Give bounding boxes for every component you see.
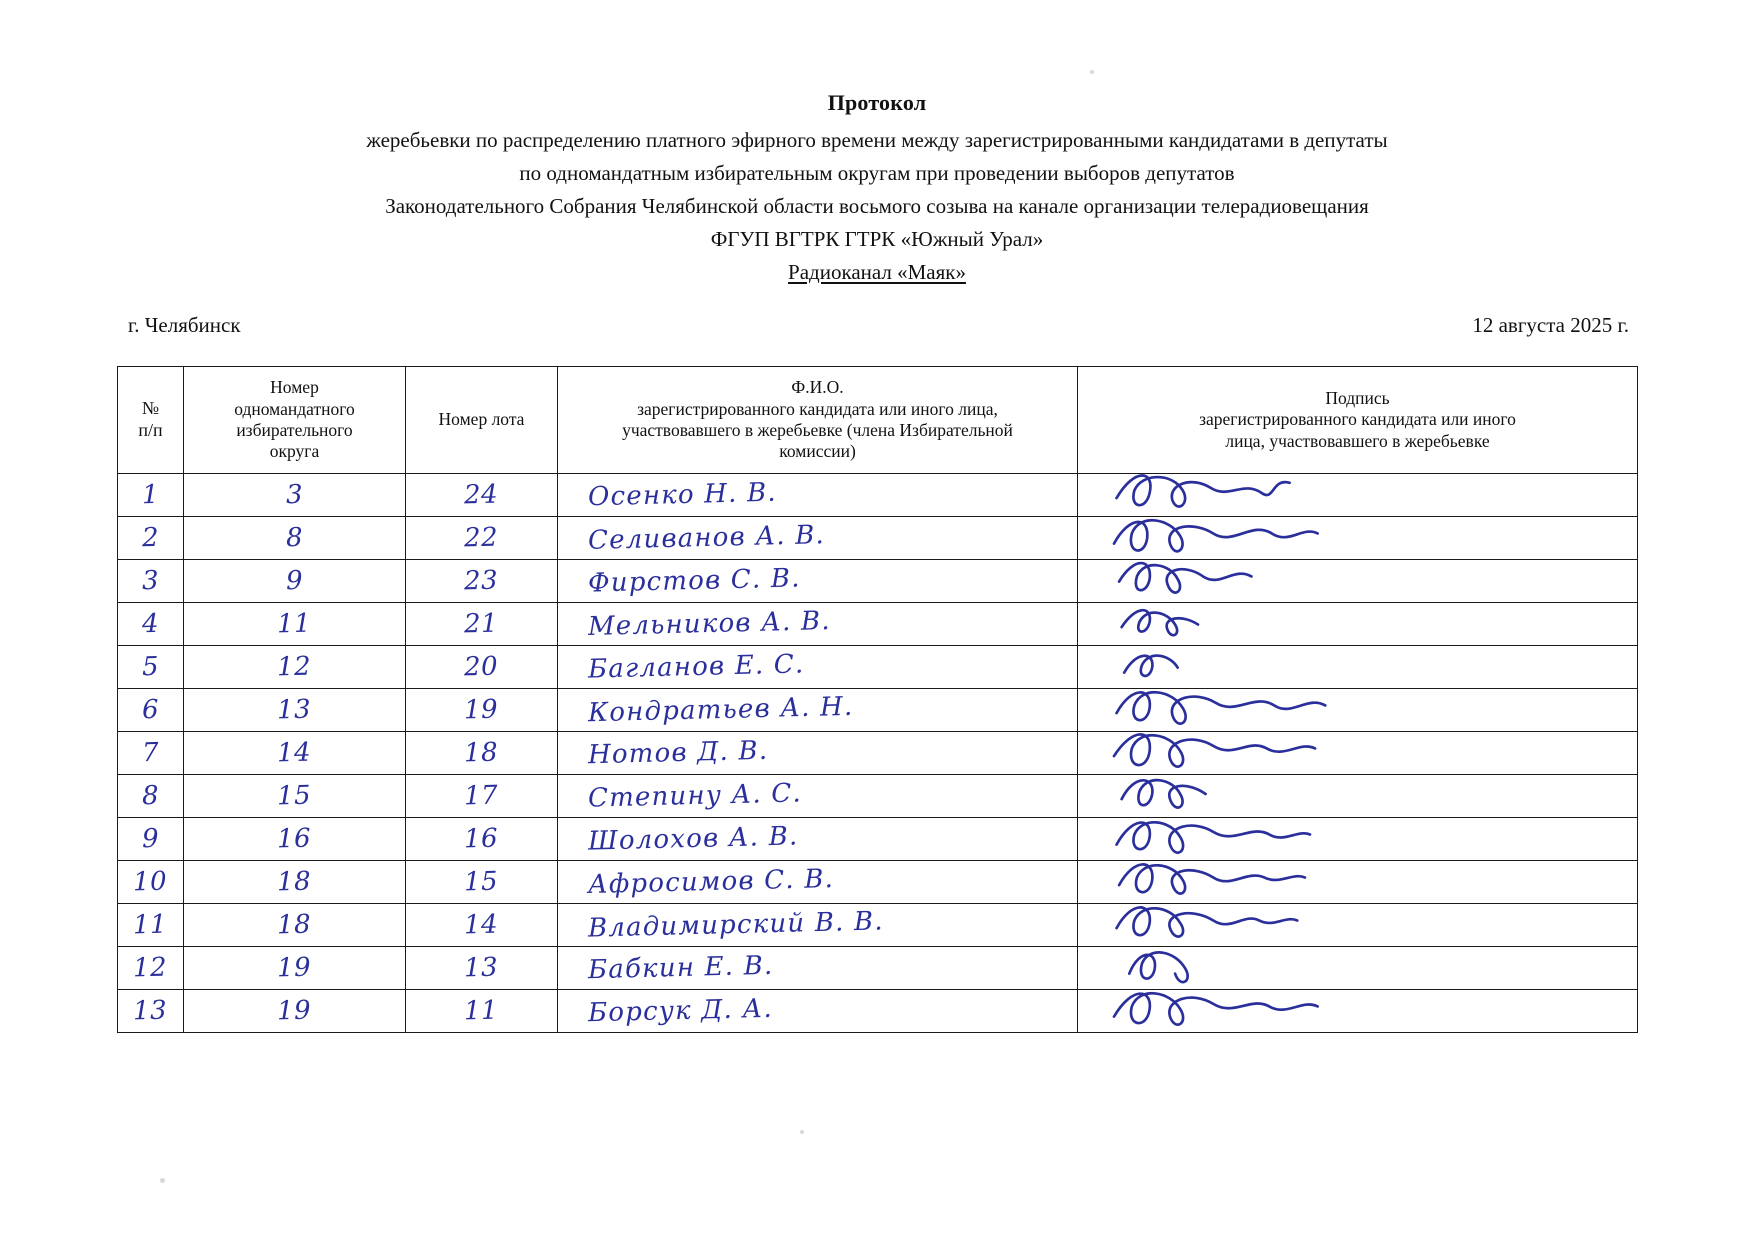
cell-district: [184, 860, 406, 903]
table-row: [118, 602, 1638, 645]
handwritten-lot: 23: [464, 565, 499, 596]
cell-lot: [406, 559, 558, 602]
cell-number: [118, 602, 184, 645]
handwritten-lot: 19: [464, 694, 499, 725]
signature-mark: [1086, 561, 1629, 601]
place-and-date-row: [0, 313, 1754, 338]
handwritten-lot: 21: [464, 608, 499, 639]
handwritten-lot: 17: [464, 780, 499, 811]
cell-district: [184, 989, 406, 1032]
column-header-number-line1: №: [141, 397, 160, 418]
cell-lot: [406, 645, 558, 688]
cell-district: [184, 516, 406, 559]
cell-district: [184, 688, 406, 731]
signature-mark: [1086, 948, 1629, 988]
handwritten-district: 8: [285, 522, 304, 553]
column-header-district-line3: избирательного: [236, 419, 353, 440]
table-row: [118, 774, 1638, 817]
cell-signature: [1078, 645, 1638, 688]
page-speck: [1090, 70, 1094, 74]
channel-line: Радиоканал «Маяк»: [788, 260, 966, 285]
cell-signature: [1078, 516, 1638, 559]
cell-number: [118, 645, 184, 688]
cell-district: [184, 774, 406, 817]
cell-fio: [558, 516, 1078, 559]
cell-signature: [1078, 817, 1638, 860]
cell-fio: [558, 473, 1078, 516]
cell-lot: [406, 774, 558, 817]
handwritten-number: 3: [141, 565, 160, 596]
table-head: [118, 367, 1638, 473]
cell-signature: [1078, 559, 1638, 602]
table-row: [118, 731, 1638, 774]
cell-number: [118, 946, 184, 989]
table-row: [118, 516, 1638, 559]
column-header-signature-line3: лица, участвовавшего в жеребьевке: [1225, 430, 1490, 451]
handwritten-lot: 16: [464, 823, 499, 854]
handwritten-district: 18: [277, 866, 312, 897]
cell-number: [118, 731, 184, 774]
cell-number: [118, 860, 184, 903]
cell-lot: [406, 946, 558, 989]
column-header-signature: [1078, 367, 1638, 473]
subtitle-line-4: ФГУП ВГТРК ГТРК «Южный Урал»: [710, 227, 1044, 252]
handwritten-district: 16: [277, 823, 312, 854]
column-header-number-line2: п/п: [138, 419, 163, 440]
handwritten-number: 5: [141, 651, 160, 682]
cell-number: [118, 473, 184, 516]
page-speck: [160, 1178, 165, 1183]
protocol-table-wrap: [117, 366, 1637, 1032]
handwritten-lot: 11: [464, 995, 499, 1026]
handwritten-number: 12: [133, 952, 168, 983]
cell-fio: [558, 731, 1078, 774]
column-header-district-line2: одномандатного: [234, 398, 355, 419]
cell-fio: [558, 559, 1078, 602]
handwritten-district: 12: [277, 651, 312, 682]
signature-mark: [1086, 819, 1629, 859]
cell-lot: [406, 860, 558, 903]
handwritten-number: 9: [141, 823, 160, 854]
cell-district: [184, 903, 406, 946]
cell-district: [184, 817, 406, 860]
handwritten-fio: Кондратьев А. Н.: [587, 691, 854, 728]
handwritten-district: 19: [277, 995, 312, 1026]
subtitle-line-1: жеребьевки по распределению платного эфирного времени между зарегистрированными кандидатами в депутаты: [366, 128, 1388, 153]
cell-fio: [558, 946, 1078, 989]
handwritten-fio: Борсук Д. А.: [587, 993, 774, 1028]
column-header-fio-line2: зарегистрированного кандидата или иного лица,: [637, 398, 998, 419]
handwritten-lot: 20: [464, 651, 499, 682]
subtitle-line-2: по одномандатным избирательным округам при проведении выборов депутатов: [519, 161, 1235, 186]
handwritten-fio: Шолохов А. В.: [587, 821, 799, 857]
handwritten-district: 9: [285, 565, 304, 596]
handwritten-number: 2: [141, 522, 160, 553]
cell-fio: [558, 817, 1078, 860]
page-speck: [800, 1130, 804, 1134]
table-row: [118, 559, 1638, 602]
handwritten-lot: 22: [464, 522, 499, 553]
handwritten-fio: Фирстов С. В.: [587, 562, 801, 599]
handwritten-district: 19: [277, 952, 312, 983]
cell-signature: [1078, 946, 1638, 989]
cell-fio: [558, 989, 1078, 1032]
cell-number: [118, 774, 184, 817]
table-header-row: [118, 367, 1638, 473]
protocol-table: [117, 366, 1638, 1032]
cell-signature: [1078, 473, 1638, 516]
handwritten-fio: Селиванов А. В.: [587, 519, 826, 556]
cell-signature: [1078, 688, 1638, 731]
handwritten-fio: Багланов Е. С.: [587, 648, 805, 685]
column-header-district: [184, 367, 406, 473]
signature-mark: [1086, 518, 1629, 558]
cell-lot: [406, 817, 558, 860]
document-header: [0, 88, 1754, 287]
cell-signature: [1078, 774, 1638, 817]
column-header-district-line4: округа: [269, 441, 320, 462]
cell-fio: [558, 903, 1078, 946]
cell-fio: [558, 602, 1078, 645]
column-header-lot: Номер лота: [406, 367, 558, 473]
handwritten-number: 11: [133, 909, 168, 940]
table-row: [118, 860, 1638, 903]
signature-mark: [1086, 690, 1629, 730]
cell-fio: [558, 645, 1078, 688]
signature-mark: [1086, 776, 1629, 816]
column-header-district-line1: Номер: [270, 377, 319, 398]
handwritten-number: 10: [133, 866, 168, 897]
table-row: [118, 946, 1638, 989]
handwritten-number: 1: [141, 479, 160, 510]
date-label: 12 августа 2025 г.: [1472, 313, 1629, 338]
cell-number: [118, 989, 184, 1032]
cell-district: [184, 602, 406, 645]
cell-district: [184, 731, 406, 774]
handwritten-lot: 24: [464, 479, 499, 510]
cell-lot: [406, 989, 558, 1032]
cell-signature: [1078, 731, 1638, 774]
cell-district: [184, 645, 406, 688]
table-row: [118, 473, 1638, 516]
handwritten-fio: Владимирский В. В.: [587, 905, 885, 944]
handwritten-number: 13: [133, 995, 168, 1026]
handwritten-fio: Афросимов С. В.: [587, 863, 835, 900]
cell-signature: [1078, 860, 1638, 903]
handwritten-district: 11: [277, 608, 312, 639]
table-row: [118, 989, 1638, 1032]
handwritten-number: 6: [141, 694, 160, 725]
handwritten-district: 3: [285, 479, 304, 510]
table-body: [118, 473, 1638, 1032]
cell-lot: [406, 903, 558, 946]
cell-signature: [1078, 989, 1638, 1032]
column-header-fio-line4: комиссии): [779, 441, 856, 462]
subtitle-line-3: Законодательного Собрания Челябинской области восьмого созыва на канале организации телерадиовещания: [385, 194, 1369, 219]
signature-mark: [1086, 991, 1629, 1031]
cell-district: [184, 473, 406, 516]
signature-mark: [1086, 905, 1629, 945]
column-header-fio-line3: участвовавшего в жеребьевке (члена Избирательной: [622, 419, 1013, 440]
signature-mark: [1086, 604, 1629, 644]
handwritten-lot: 13: [464, 952, 499, 983]
city-label: г. Челябинск: [128, 313, 241, 338]
cell-lot: [406, 473, 558, 516]
cell-district: [184, 559, 406, 602]
signature-mark: [1086, 647, 1629, 687]
signature-mark: [1086, 733, 1629, 773]
column-header-signature-line1: Подпись: [1325, 387, 1390, 408]
cell-number: [118, 817, 184, 860]
column-header-signature-line2: зарегистрированного кандидата или иного: [1199, 409, 1516, 430]
handwritten-district: 13: [277, 694, 312, 725]
cell-number: [118, 559, 184, 602]
handwritten-lot: 18: [464, 737, 499, 768]
cell-lot: [406, 688, 558, 731]
handwritten-lot: 14: [464, 909, 499, 940]
handwritten-district: 18: [277, 909, 312, 940]
table-row: [118, 817, 1638, 860]
cell-lot: [406, 516, 558, 559]
handwritten-fio: Степину А. С.: [587, 777, 803, 814]
handwritten-lot: 15: [464, 866, 499, 897]
cell-number: [118, 688, 184, 731]
cell-district: [184, 946, 406, 989]
cell-fio: [558, 774, 1078, 817]
cell-fio: [558, 860, 1078, 903]
handwritten-fio: Бабкин Е. В.: [587, 950, 774, 985]
handwritten-district: 15: [277, 780, 312, 811]
cell-lot: [406, 731, 558, 774]
handwritten-district: 14: [277, 737, 312, 768]
cell-number: [118, 516, 184, 559]
signature-mark: [1086, 862, 1629, 902]
cell-fio: [558, 688, 1078, 731]
column-header-fio: [558, 367, 1078, 473]
handwritten-number: 4: [141, 608, 160, 639]
cell-number: [118, 903, 184, 946]
table-row: [118, 903, 1638, 946]
cell-signature: [1078, 602, 1638, 645]
signature-mark: [1086, 475, 1629, 515]
table-row: [118, 688, 1638, 731]
handwritten-fio: Мельников А. В.: [587, 605, 832, 642]
table-row: [118, 645, 1638, 688]
handwritten-number: 7: [141, 737, 160, 768]
page-title: Протокол: [827, 90, 927, 115]
cell-signature: [1078, 903, 1638, 946]
column-header-fio-line1: Ф.И.О.: [791, 377, 844, 398]
cell-lot: [406, 602, 558, 645]
handwritten-fio: Осенко Н. В.: [587, 477, 778, 512]
handwritten-fio: Нотов Д. В.: [587, 735, 769, 770]
column-header-number: [118, 367, 184, 473]
handwritten-number: 8: [141, 780, 160, 811]
